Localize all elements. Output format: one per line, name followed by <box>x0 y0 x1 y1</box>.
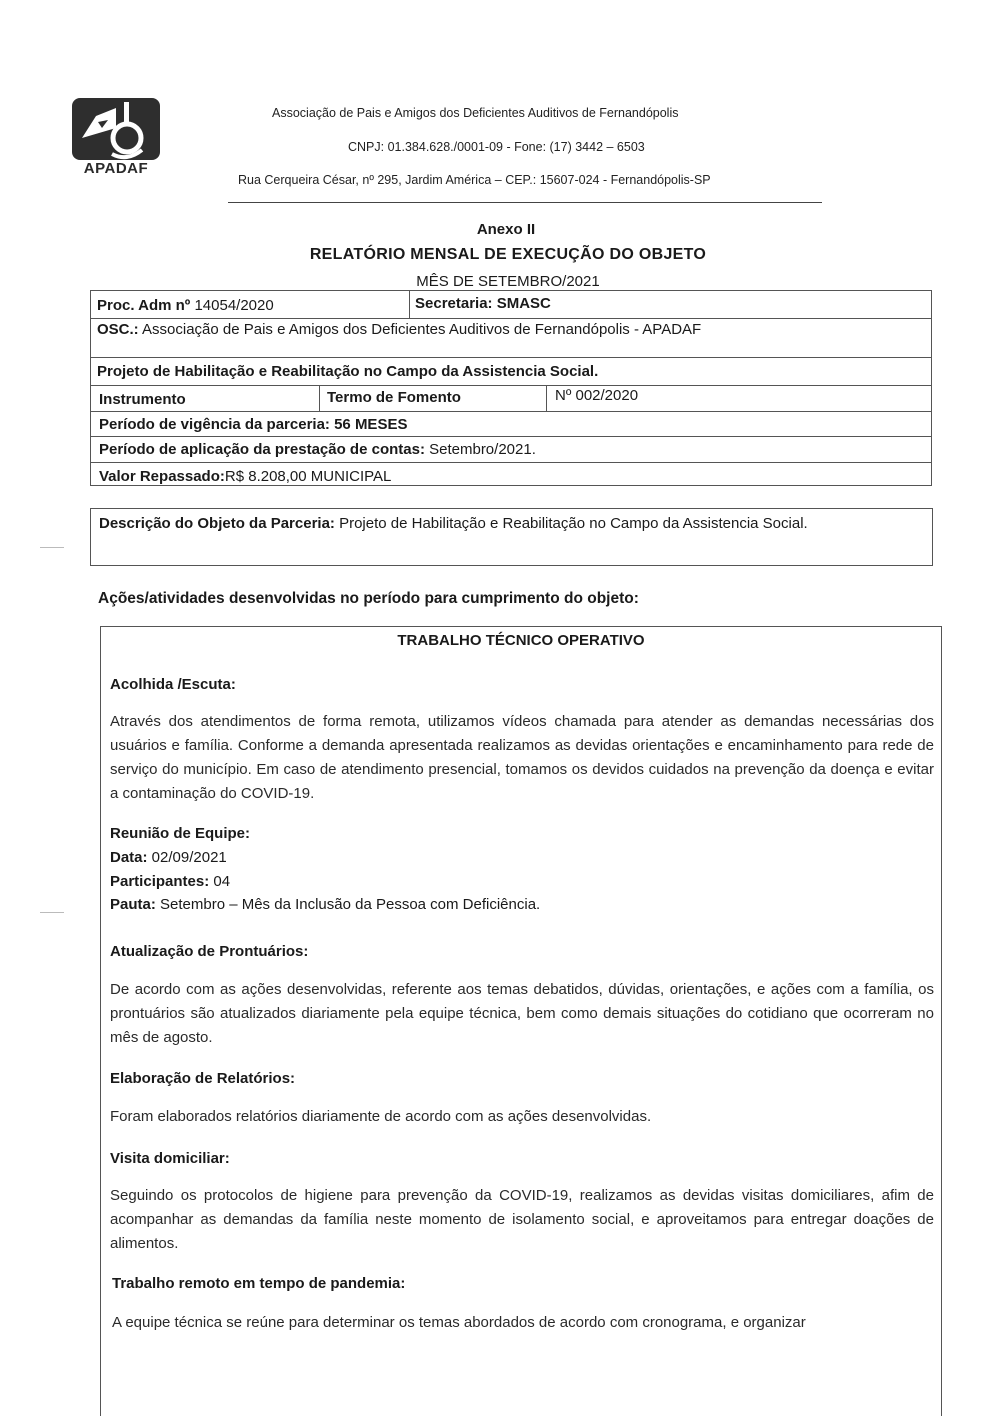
proc-label: Proc. Adm nº <box>97 297 191 314</box>
secretaria-cell: Secretaria: SMASC <box>415 295 551 312</box>
header-divider <box>228 202 822 203</box>
description-label: Descrição do Objeto da Parceria: <box>99 515 335 532</box>
prontuarios-title: Atualização de Prontuários: <box>110 943 309 960</box>
relatorios-title: Elaboração de Relatórios: <box>110 1070 296 1087</box>
info-table <box>90 290 932 486</box>
acolhida-text: Através dos atendimentos de forma remota, utilizamos vídeos chamada para atender as demandas necessárias dos usuários e família. Conforme a demanda apresentada realizamos as devidas orientações e encaminhamento para rede de serviço do município. Em caso de atendimento presencial, tomamos os devidos cuidados na prevenção da doença e evitar a contaminação do COVID-19. <box>110 713 934 802</box>
date-label: Data: <box>110 849 148 866</box>
remoto-text: A equipe técnica se reúne para determinar os temas abordados de acordo com cronograma, e organizar <box>112 1314 806 1331</box>
row-divider <box>91 357 931 358</box>
aplicacao-cell <box>99 441 536 458</box>
work-title: TRABALHO TÉCNICO OPERATIVO <box>397 632 645 649</box>
agenda-label: Pauta: <box>110 896 156 913</box>
actions-heading: Ações/atividades desenvolvidas no período para cumprimento do objeto: <box>98 590 639 607</box>
proc-cell <box>97 297 274 314</box>
prontuarios-text: De acordo com as ações desenvolvidas, referente aos temas debatidos, dúvidas, orientações, e ações com a família, os prontuários são atualizados diariamente pela equipe técnica, bem como demais situações do cotidiano que ocorreram no mês de agosto. <box>110 981 934 1046</box>
participants-value: 04 <box>209 873 231 890</box>
acolhida-title: Acolhida /Escuta: <box>110 676 236 693</box>
scan-mark <box>40 547 64 548</box>
row-divider <box>91 318 931 319</box>
col-divider <box>409 291 410 318</box>
apadaf-logo <box>70 98 162 178</box>
visita-text: Seguindo os protocolos de higiene para prevenção da COVID-19, realizamos as devidas visitas domiciliares, afim de acompanhar as demandas da família neste momento de isolamento social, e aproveitamos para entregar doações de alimentos. <box>110 1187 934 1252</box>
project-cell: Projeto de Habilitação e Reabilitação no Campo da Assistencia Social. <box>97 363 599 380</box>
report-month: MÊS DE SETEMBRO/2021 <box>416 273 600 290</box>
osc-label: OSC.: <box>97 321 139 338</box>
row-divider <box>91 411 931 412</box>
address: Rua Cerqueira César, nº 295, Jardim América – CEP.: 15607-024 - Fernandópolis-SP <box>238 173 711 187</box>
org-name: Associação de Pais e Amigos dos Deficientes Auditivos de Fernandópolis <box>272 106 679 120</box>
logo-emblem <box>72 98 160 160</box>
cnpj-phone: CNPJ: 01.384.628./0001-09 - Fone: (17) 3442 – 6503 <box>348 140 645 154</box>
valor-label: Valor Repassado: <box>99 468 225 485</box>
ear-icon <box>72 98 160 160</box>
visita-title: Visita domiciliar: <box>110 1150 230 1167</box>
date-value: 02/09/2021 <box>147 849 227 866</box>
description-text: Projeto de Habilitação e Reabilitação no Campo da Assistencia Social. <box>334 515 808 532</box>
aplicacao-value: Setembro/2021. <box>424 441 536 458</box>
logo-text: APADAF <box>83 160 149 177</box>
remoto-title: Trabalho remoto em tempo de pandemia: <box>112 1275 406 1292</box>
col-divider <box>319 385 320 411</box>
row-divider <box>91 462 931 463</box>
scan-mark <box>40 912 64 913</box>
valor-cell <box>99 468 391 485</box>
aplicacao-label: Período de aplicação da prestação de contas: <box>99 441 425 458</box>
object-description <box>90 508 933 566</box>
osc-value: Associação de Pais e Amigos dos Deficientes Auditivos de Fernandópolis - APADAF <box>138 321 702 338</box>
report-title: RELATÓRIO MENSAL DE EXECUÇÃO DO OBJETO <box>309 246 707 263</box>
relatorios-text: Foram elaborados relatórios diariamente de acordo com as ações desenvolvidas. <box>110 1108 652 1125</box>
col-divider <box>546 385 547 411</box>
meeting-agenda <box>110 896 540 913</box>
agenda-value: Setembro – Mês da Inclusão da Pessoa com Deficiência. <box>155 896 541 913</box>
termo-cell: Termo de Fomento <box>327 389 461 406</box>
row-divider <box>91 385 931 386</box>
reuniao-title: Reunião de Equipe: <box>110 825 251 842</box>
numero-cell: Nº 002/2020 <box>555 387 639 404</box>
participants-label: Participantes: <box>110 873 210 890</box>
meeting-participants <box>110 873 230 890</box>
meeting-date <box>110 849 227 866</box>
instrumento-cell: Instrumento <box>99 391 186 408</box>
annex-title: Anexo II <box>476 221 536 238</box>
proc-value: 14054/2020 <box>190 297 274 314</box>
row-divider <box>91 436 931 437</box>
vigencia-cell: Período de vigência da parceria: 56 MESES <box>99 416 408 433</box>
osc-cell <box>97 321 701 338</box>
valor-value: R$ 8.208,00 MUNICIPAL <box>224 468 392 485</box>
